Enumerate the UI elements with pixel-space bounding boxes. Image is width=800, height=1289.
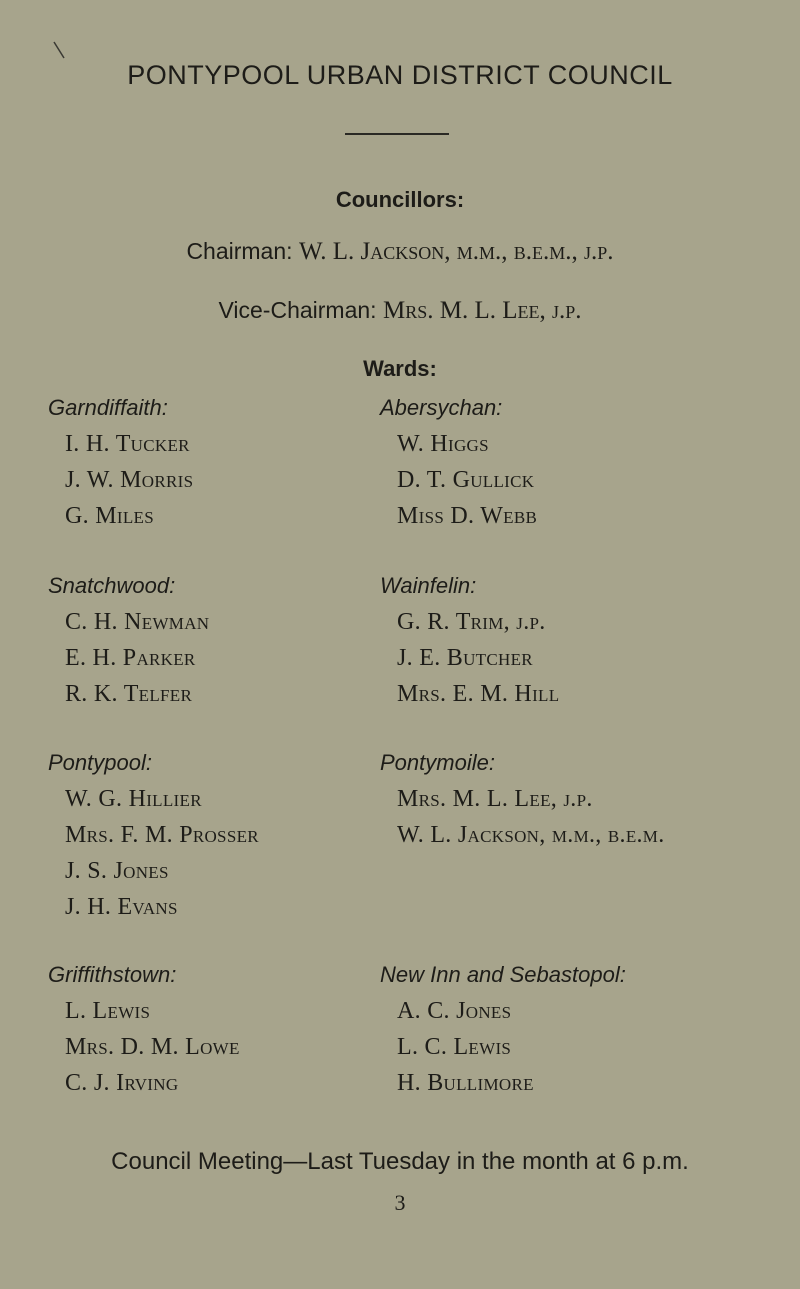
- ward-wainfelin: [380, 568, 559, 712]
- ward-name: Pontypool:: [48, 750, 152, 775]
- member-name: L. Lewis: [65, 998, 151, 1024]
- vice-chairman-name: Mrs. M. L. Lee, j.p.: [382, 297, 582, 324]
- ward-name: Griffithstown:: [48, 962, 177, 987]
- member-name: A. C. Jones: [397, 998, 512, 1024]
- council-title: PONTYPOOL URBAN DISTRICT COUNCIL: [127, 60, 673, 90]
- councillors-heading: Councillors:: [335, 187, 465, 212]
- member-name: J. E. Butcher: [397, 645, 533, 671]
- member-name: C. H. Newman: [65, 609, 210, 635]
- page-number: 3: [394, 1190, 406, 1215]
- member-name: W. Higgs: [397, 431, 489, 457]
- ward-name: Garndiffaith:: [48, 395, 168, 420]
- ward-pontypool: [48, 745, 259, 925]
- chairman-line: [0, 238, 800, 266]
- vice-chairman-label: Vice-Chairman:: [218, 297, 377, 323]
- ward-name: New Inn and Sebastopol:: [380, 962, 626, 987]
- ward-abersychan: [380, 390, 537, 534]
- member-name: R. K. Telfer: [65, 681, 193, 707]
- member-name: J. S. Jones: [65, 858, 169, 884]
- ward-pontymoile: [380, 745, 665, 853]
- ward-name: Wainfelin:: [380, 573, 477, 598]
- ward-new-inn-and-sebastopol: [380, 957, 626, 1101]
- ward-name: Snatchwood:: [48, 573, 176, 598]
- member-name: J. W. Morris: [65, 467, 194, 493]
- chairman-label: Chairman:: [186, 238, 293, 264]
- chairman-name: W. L. Jackson, m.m., b.e.m., j.p.: [298, 238, 614, 265]
- member-name: W. G. Hillier: [65, 786, 202, 812]
- member-name: G. Miles: [65, 503, 154, 529]
- member-name: Mrs. E. M. Hill: [397, 681, 560, 707]
- member-name: D. T. Gullick: [397, 467, 535, 493]
- ward-garndiffaith: [48, 390, 193, 534]
- member-name: Mrs. D. M. Lowe: [65, 1034, 240, 1060]
- ward-snatchwood: [48, 568, 209, 712]
- member-name: E. H. Parker: [65, 645, 196, 671]
- ward-name: Pontymoile:: [380, 750, 495, 775]
- member-name: H. Bullimore: [397, 1070, 534, 1096]
- title-divider: [345, 133, 449, 135]
- ward-name: Abersychan:: [380, 395, 503, 420]
- member-name: W. L. Jackson, m.m., b.e.m.: [397, 822, 665, 848]
- member-name: Miss D. Webb: [397, 503, 538, 529]
- member-name: L. C. Lewis: [397, 1034, 512, 1060]
- member-name: Mrs. M. L. Lee, j.p.: [397, 786, 593, 812]
- ward-griffithstown: [48, 957, 240, 1101]
- pencil-mark-icon: [52, 40, 66, 60]
- vice-chairman-line: [0, 297, 800, 325]
- member-name: J. H. Evans: [65, 894, 178, 920]
- member-name: C. J. Irving: [65, 1070, 179, 1096]
- wards-heading: Wards:: [363, 356, 437, 381]
- member-name: G. R. Trim, j.p.: [397, 609, 546, 635]
- member-name: Mrs. F. M. Prosser: [65, 822, 259, 848]
- member-name: I. H. Tucker: [65, 431, 190, 457]
- council-meeting-note: Council Meeting—Last Tuesday in the month at 6 p.m.: [111, 1148, 689, 1175]
